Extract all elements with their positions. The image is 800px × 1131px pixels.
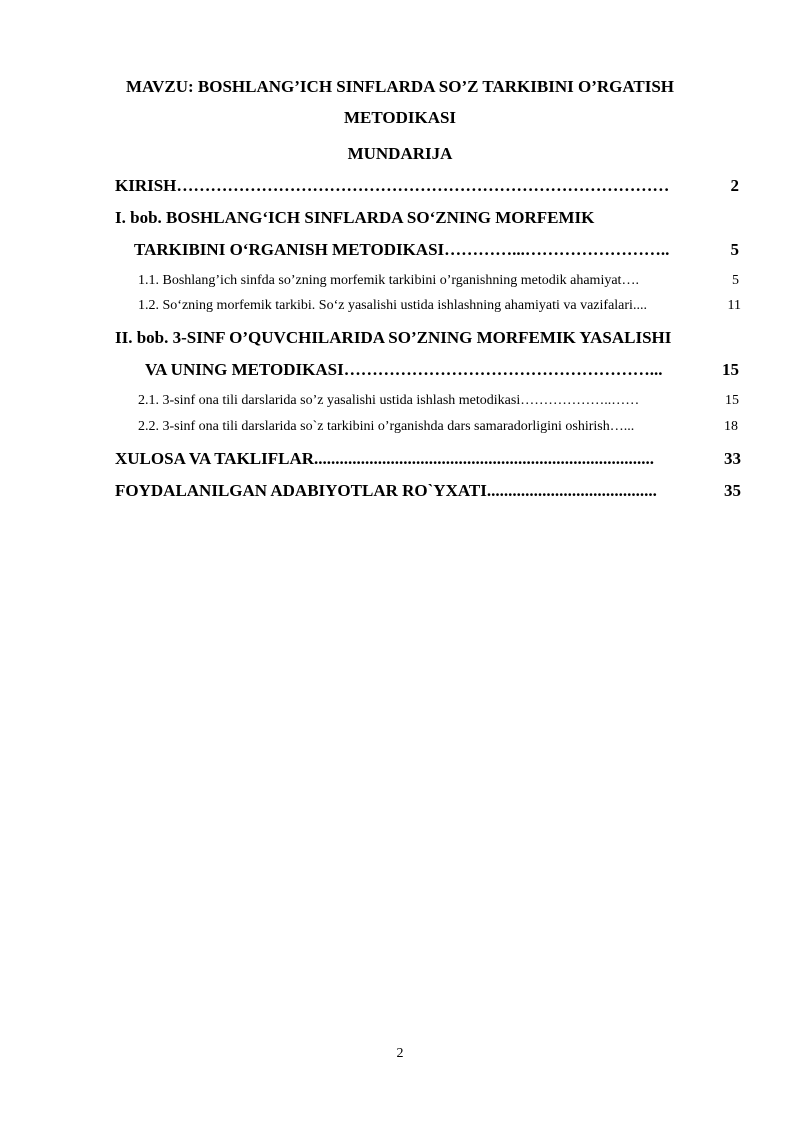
toc-entry-1-1 xyxy=(138,273,739,289)
toc-leader: .... xyxy=(632,298,647,313)
toc-leader: …………...…………………….. xyxy=(444,240,670,259)
toc-leader: ………………..…… xyxy=(520,393,640,408)
document-title-continued: METODIKASI xyxy=(343,108,457,127)
toc-page: 11 xyxy=(727,298,741,313)
toc-entry-1-2 xyxy=(138,298,741,314)
toc-entry-chapter-1 xyxy=(134,240,739,260)
toc-label: FOYDALANILGAN ADABIYOTLAR RO`YXATI xyxy=(115,481,487,500)
toc-label: 2.2. 3-sinf ona tili darslarida so`z tarkibini o’rganishda dars samaradorligini oshirish xyxy=(138,419,610,434)
contents-heading: MUNDARIJA xyxy=(347,144,453,163)
page-number: 2 xyxy=(396,1046,404,1061)
toc-leader: ………………………………………………... xyxy=(343,360,663,379)
toc-entry-chapter-2 xyxy=(145,360,739,380)
toc-leader: …. xyxy=(621,273,639,288)
toc-page: 35 xyxy=(724,481,741,500)
toc-entry-references xyxy=(115,481,741,501)
toc-page: 5 xyxy=(730,240,739,259)
toc-leader: ........................................ xyxy=(486,481,657,500)
toc-label: VA UNING METODIKASI xyxy=(145,360,344,379)
toc-leader: ................................................................................ xyxy=(314,449,655,468)
toc-entry-2-1 xyxy=(138,393,739,409)
toc-entry-conclusion xyxy=(115,449,741,469)
toc-label: XULOSA VA TAKLIFLAR xyxy=(115,449,315,468)
toc-page: 5 xyxy=(732,273,739,288)
toc-page: 18 xyxy=(724,419,738,434)
toc-label: TARKIBINI O‘RGANISH METODIKASI xyxy=(134,240,445,259)
toc-chapter-1-title: I. bob. BOSHLANG‘ICH SINFLARDA SO‘ZNING MORFEMIK xyxy=(115,208,595,227)
toc-label: 1.1. Boshlang’ich sinfda so’zning morfemik tarkibini o’rganishning metodik ahamiyat xyxy=(138,273,622,288)
toc-chapter-2-title: II. bob. 3-SINF O’QUVCHILARIDA SO’ZNING MORFEMIK YASALISHI xyxy=(115,328,672,347)
toc-label: 2.1. 3-sinf ona tili darslarida so’z yasalishi ustida ishlash metodikasi xyxy=(138,393,521,408)
toc-page: 15 xyxy=(722,360,739,379)
toc-page: 33 xyxy=(724,449,741,468)
toc-page: 2 xyxy=(730,176,739,195)
toc-page: 15 xyxy=(725,393,739,408)
toc-label: KIRISH xyxy=(115,176,177,195)
toc-entry-intro xyxy=(115,176,739,196)
document-title: MAVZU: BOSHLANG’ICH SINFLARDA SO’Z TARKIBINI O’RGATISH xyxy=(125,77,675,96)
toc-label: 1.2. So‘zning morfemik tarkibi. So‘z yasalishi ustida ishlashning ahamiyati va vazifalari xyxy=(138,298,633,313)
toc-leader: …... xyxy=(609,419,635,434)
toc-leader: …………………………………………………………………………… xyxy=(176,176,670,195)
toc-entry-2-2 xyxy=(138,419,738,435)
